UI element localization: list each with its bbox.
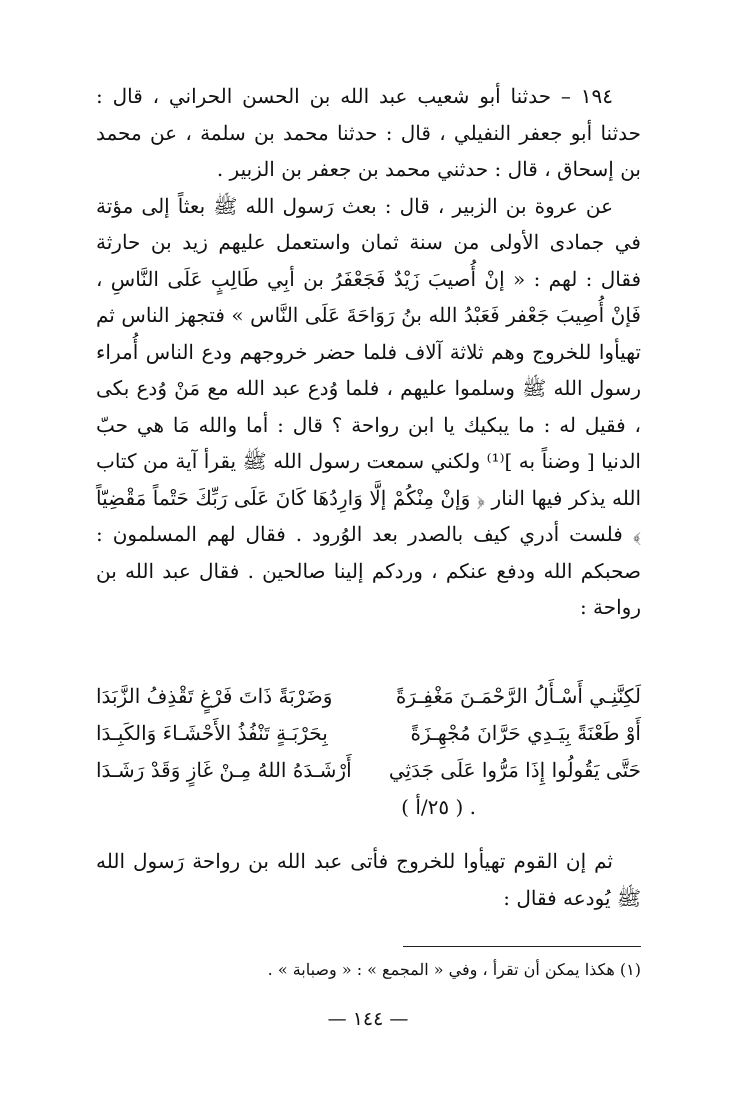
poem-verses xyxy=(96,678,641,826)
closing-paragraph: ثم إن القوم تهيأوا للخروج فأتى عبد الله بن رواحة رَسول الله ﷺ يُودعه فقال : xyxy=(96,849,641,910)
verse-first-hemistich: أَوْ طَعْنَةً بِيَـدِي حَرَّانَ مُجْهِـزَةً xyxy=(410,721,641,745)
footnote-separator xyxy=(403,946,641,947)
hadith-isnad-paragraph: ١٩٤ – حدثنا أبو شعيب عبد الله بن الحسن الحراني ، قال : حدثنا أبو جعفر النفيلي ، قال : حدثنا محمد بن سلمة ، عن محمد بن إسحاق ، قال : حدثني محمد بن جعفر بن الزبير . xyxy=(96,84,641,181)
folio-reference: . ( ٢٥/أ ) xyxy=(401,795,476,819)
verse-line xyxy=(96,752,641,789)
manuscript-folio-marker xyxy=(96,789,641,826)
page-number: — ١٤٤ — xyxy=(327,1008,409,1030)
hadith-matn-paragraph: عن عروة بن الزبير ، قال : بعث رَسول الله ﷺ بعثاً إلى مؤتة في جمادى الأولى من سنة ثمان واستعمل عليهم زيد بن حارثة فقال : لهم : « إنْ أُصيبَ زَيْدٌ فَجَعْفَرُ بن أبِي طَالِبٍ عَلَى النَّاسِ ، فَإنْ أُصِيبَ جَعْفر فَعَبْدُ الله بنُ رَوَاحَةَ عَلَى النَّاس » فتجهز الناس ثم تهيأوا للخروج وهم ثلاثة آلاف فلما حضر خروجهم ودع الناس أُمراء رسول الله ﷺ وسلموا عليهم ، فلما وُدع عبد الله مع مَنْ وُدع بكى ، فقيل له : ما يبكيك يا ابن رواحة ؟ قال : أما والله مَا هي حبّ الدنيا [ وضناً به ]⁽¹⁾ ولكني سمعت رسول الله ﷺ يقرأ آية من كتاب الله يذكر فيها النار ﴿ وَإنْ مِنْكُمْ إلَّا وَارِدُهَا كَانَ عَلَى رَبِّكَ حَتْماً مَقْضِيّاً ﴾ فلست أدري كيف بالصدر بعد الوُرود . فقال لهم المسلمون : صحبكم الله ودفع عنكم ، وردكم إلينا صالحين . فقال عبد الله بن رواحة : xyxy=(96,193,641,619)
verse-line xyxy=(96,678,641,715)
footnote: (١) هكذا يمكن أن تقرأ ، وفي « المجمع » : « وصبابة » . xyxy=(267,960,641,979)
verse-second-hemistich: وَضَرْبَةً ذَاتَ فَرْغٍ تَقْذِفُ الزَّبَدَا xyxy=(96,684,333,708)
verse-second-hemistich: أَرْشَـدَهُ اللهُ مِـنْ غَازٍ وَقَدْ رَشَـدَا xyxy=(96,758,352,782)
main-text xyxy=(96,78,641,626)
closing-text xyxy=(96,843,641,916)
verse-first-hemistich: لَكِنَّنِـي أَسْـأَلُ الرَّحْمَـنَ مَغْفِـرَةً xyxy=(395,684,641,708)
verse-line xyxy=(96,715,641,752)
verse-second-hemistich: بِحَرْبَـةٍ تَنْفُذُ الأَحْشَـاءَ وَالكَبِـدَا xyxy=(96,721,328,745)
verse-first-hemistich: حَتَّى يَقُولُوا إِذَا مَرُّوا عَلَى جَدَثِي xyxy=(388,758,641,782)
